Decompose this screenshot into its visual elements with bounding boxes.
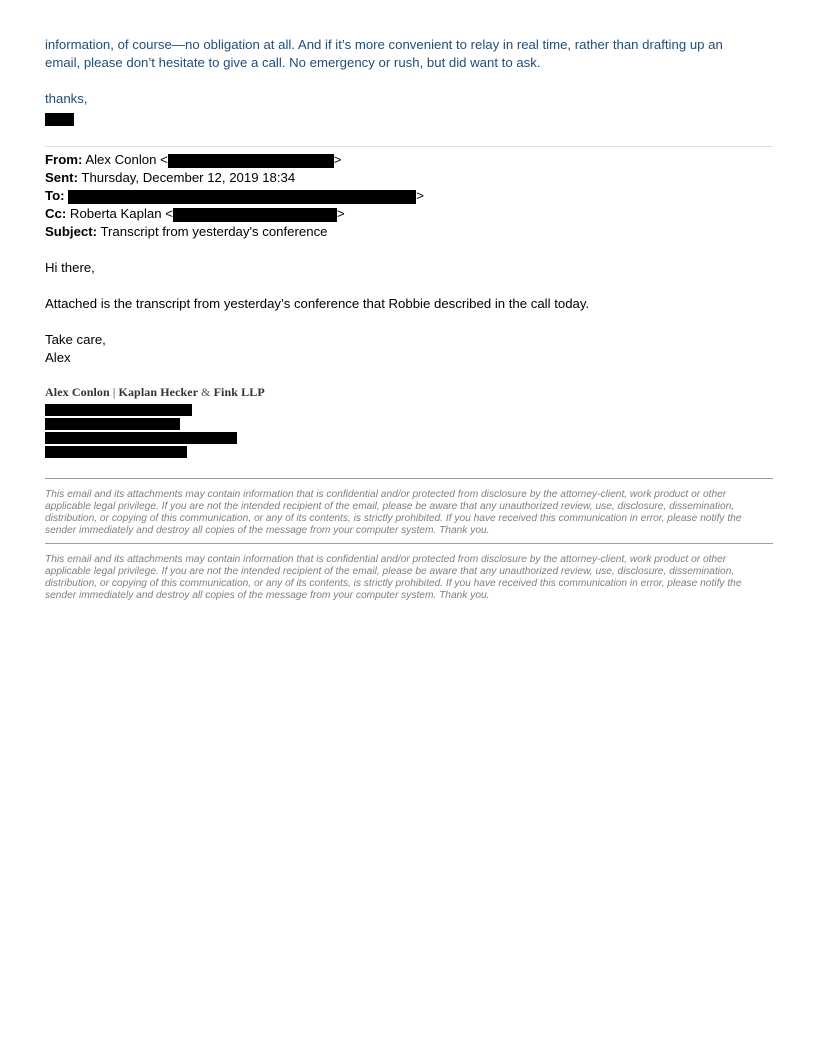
disclaimer-divider-1 <box>45 478 773 479</box>
previous-message <box>45 36 773 126</box>
closing-name: Alex <box>45 350 71 365</box>
disclaimer-section <box>45 478 773 602</box>
sent-label: Sent: <box>45 170 78 185</box>
previous-message-thanks: thanks, <box>45 91 88 106</box>
message-text: Attached is the transcript from yesterday’s conference that Robbie described in the call today. <box>45 296 590 311</box>
from-name: Alex Conlon < <box>85 152 168 167</box>
from-label: From: <box>45 152 83 167</box>
redacted-signature-line-3 <box>45 432 237 444</box>
message-divider <box>45 146 773 147</box>
signature-name: Alex Conlon <box>45 385 110 399</box>
redacted-cc-email <box>173 208 337 222</box>
signature-firm-part1: Kaplan Hecker <box>118 385 198 399</box>
signature-firm-part2: Fink LLP <box>213 385 265 399</box>
to-close: > <box>416 188 424 203</box>
email-body <box>45 259 773 367</box>
subject-line <box>45 223 773 241</box>
sent-line <box>45 169 773 187</box>
signature-line <box>45 385 773 400</box>
sent-value: Thursday, December 12, 2019 18:34 <box>81 170 296 185</box>
closing-text: Take care, <box>45 332 106 347</box>
to-label: To: <box>45 188 65 203</box>
previous-message-paragraph <box>45 36 773 72</box>
redacted-from-email <box>168 154 334 168</box>
redacted-signature-line-1 <box>45 404 192 416</box>
cc-line <box>45 205 773 223</box>
signature-ampersand: & <box>201 385 211 399</box>
cc-label: Cc: <box>45 206 67 221</box>
previous-message-line-1: information, of course—no obligation at all. And if it’s more convenient to relay in real time, rather than drafting up an <box>45 37 723 52</box>
subject-value: Transcript from yesterday's conference <box>100 224 328 239</box>
previous-message-line-2: email, please don’t hesitate to give a call. No emergency or rush, but did want to ask. <box>45 55 541 70</box>
cc-name: Roberta Kaplan < <box>69 206 173 221</box>
greeting: Hi there, <box>45 260 95 275</box>
confidentiality-disclaimer-2: This email and its attachments may contain information that is confidential and/or protected from disclosure by the attorney-client, work product or other applicable legal privilege. If you are not the intended recipient of the email, please be aware that any unauthorized review, use, disclosure, dissemination, distribution, or copying of this communication, or any of its contents, is strictly prohibited. If you have received this communication in error, please notify the sender immediately and destroy all copies of the message from your computer system. Thank you. <box>45 554 742 601</box>
signature-redactions <box>45 404 773 458</box>
redacted-to-recipient <box>68 190 416 204</box>
redacted-sender-name <box>45 113 74 126</box>
redacted-signature-line-2 <box>45 418 180 430</box>
email-header <box>45 151 773 241</box>
subject-label: Subject: <box>45 224 98 239</box>
confidentiality-disclaimer-1: This email and its attachments may contain information that is confidential and/or protected from disclosure by the attorney-client, work product or other applicable legal privilege. If you are not the intended recipient of the email, please be aware that any unauthorized review, use, disclosure, dissemination, distribution, or copying of this communication, or any of its contents, is strictly prohibited. If you have received this communication in error, please notify the sender immediately and destroy all copies of the message from your computer system. Thank you. <box>45 489 742 536</box>
email-document <box>45 36 773 608</box>
from-line <box>45 151 773 169</box>
signature-separator: | <box>112 385 116 399</box>
from-close: > <box>333 152 342 167</box>
redacted-signature-line-4 <box>45 446 187 458</box>
closing <box>45 331 773 367</box>
cc-close: > <box>336 206 345 221</box>
to-line <box>45 187 773 205</box>
disclaimer-divider-2 <box>45 543 773 544</box>
